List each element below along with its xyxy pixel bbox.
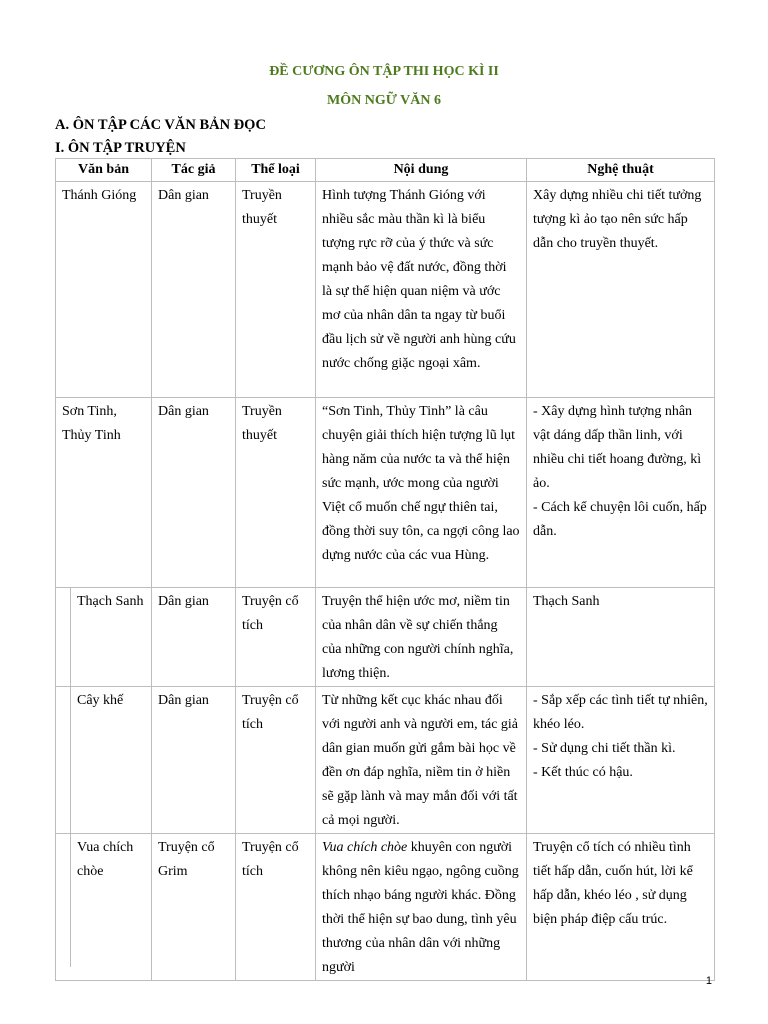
nghe-thuat-line: - Sử dụng chi tiết thần kì. (533, 741, 676, 756)
cell-noi-dung: Từ những kết cục khác nhau đối với người anh và người em, tác giả dân gian muốn gửi gắm bài học về đền ơn đáp nghĩa, niềm tin ở hiền sẽ gặp lành và may mắn đối với tất cả mọi người. (316, 687, 527, 834)
cell-the-loai: Truyện cổ tích (236, 588, 316, 687)
nghe-thuat-line: - Kết thúc có hậu. (533, 765, 633, 780)
section-heading-1: I. ÔN TẬP TRUYỆN (55, 140, 186, 156)
cell-tac-gia: Dân gian (152, 687, 236, 834)
cell-the-loai: Truyền thuyết (236, 398, 316, 588)
cell-the-loai: Truyện cổ tích (236, 834, 316, 981)
header-nghe-thuat: Nghệ thuật (527, 159, 715, 182)
table-row (56, 398, 715, 588)
table-row (56, 182, 715, 398)
header-tac-gia: Tác giả (152, 159, 236, 182)
nghe-thuat-line: - Xây dựng hình tượng nhân vật dáng dấp thần linh, với nhiều chi tiết hoang đường, kì ảo. (533, 404, 702, 491)
cell-nghe-thuat: Thạch Sanh (527, 588, 715, 687)
cell-noi-dung: Truyện thể hiện ước mơ, niềm tin của nhân dân về sự chiến thắng của những con người chính nghĩa, lương thiện. (316, 588, 527, 687)
cell-tac-gia: Dân gian (152, 398, 236, 588)
section-heading-a: A. ÔN TẬP CÁC VĂN BẢN ĐỌC (55, 117, 266, 133)
story-title-italic: Vua chích chòe (322, 840, 408, 855)
cell-tac-gia: Truyện cổ Grim (152, 834, 236, 981)
inner-border-line (70, 587, 71, 967)
cell-tac-gia: Dân gian (152, 182, 236, 398)
cell-the-loai: Truyện cổ tích (236, 687, 316, 834)
document-title: ĐỀ CƯƠNG ÔN TẬP THI HỌC KÌ II (269, 64, 499, 79)
cell-van-ban: Sơn Tinh, Thủy Tinh (56, 398, 152, 588)
noi-dung-text: khuyên con người không nên kiêu ngạo, ngông cuồng thích nhạo báng người khác. Đồng thời thể hiện sự bao dung, tình yêu thương của nhân dân với những người (322, 840, 519, 975)
table-row (56, 687, 715, 834)
table-row (56, 834, 715, 981)
page-number: 1 (705, 975, 712, 987)
header-the-loai: Thể loại (236, 159, 316, 182)
table-row (56, 588, 715, 687)
cell-tac-gia: Dân gian (152, 588, 236, 687)
review-table (55, 158, 715, 981)
cell-nghe-thuat: Truyện cổ tích có nhiều tình tiết hấp dẫn, cuốn hút, lời kể hấp dẫn, khéo léo , sử dụng biện pháp điệp cấu trúc. (527, 834, 715, 981)
cell-van-ban: Thánh Gióng (56, 182, 152, 398)
header-noi-dung: Nội dung (316, 159, 527, 182)
cell-the-loai: Truyền thuyết (236, 182, 316, 398)
cell-van-ban: Cây khế (56, 687, 152, 834)
nghe-thuat-line: - Sắp xếp các tình tiết tự nhiên, khéo léo. (533, 693, 708, 732)
cell-nghe-thuat (527, 398, 715, 588)
table-header-row (56, 159, 715, 182)
nghe-thuat-line: - Cách kể chuyện lôi cuốn, hấp dẫn. (533, 500, 707, 539)
cell-noi-dung: Hình tượng Thánh Gióng với nhiều sắc màu thần kì là biểu tượng rực rỡ của ý thức và sức mạnh bảo vệ đất nước, đồng thời là sự thể hiện quan niệm và ước mơ của nhân dân ta ngay từ buổi đầu lịch sử về người anh hùng cứu nước chống giặc ngoại xâm. (316, 182, 527, 398)
cell-noi-dung (316, 834, 527, 981)
cell-van-ban: Thạch Sanh (56, 588, 152, 687)
cell-nghe-thuat (527, 687, 715, 834)
cell-van-ban: Vua chích chòe (56, 834, 152, 981)
cell-nghe-thuat: Xây dựng nhiều chi tiết tưởng tượng kì ảo tạo nên sức hấp dẫn cho truyền thuyết. (527, 182, 715, 398)
document-subtitle: MÔN NGỮ VĂN 6 (327, 93, 441, 108)
cell-noi-dung: “Sơn Tinh, Thủy Tinh” là câu chuyện giải thích hiện tượng lũ lụt hàng năm của nước ta và thể hiện sức mạnh, ước mong của người Việt cổ muốn chế ngự thiên tai, đồng thời suy tôn, ca ngợi công lao dựng nước của các vua Hùng. (316, 398, 527, 588)
header-van-ban: Văn bản (56, 159, 152, 182)
